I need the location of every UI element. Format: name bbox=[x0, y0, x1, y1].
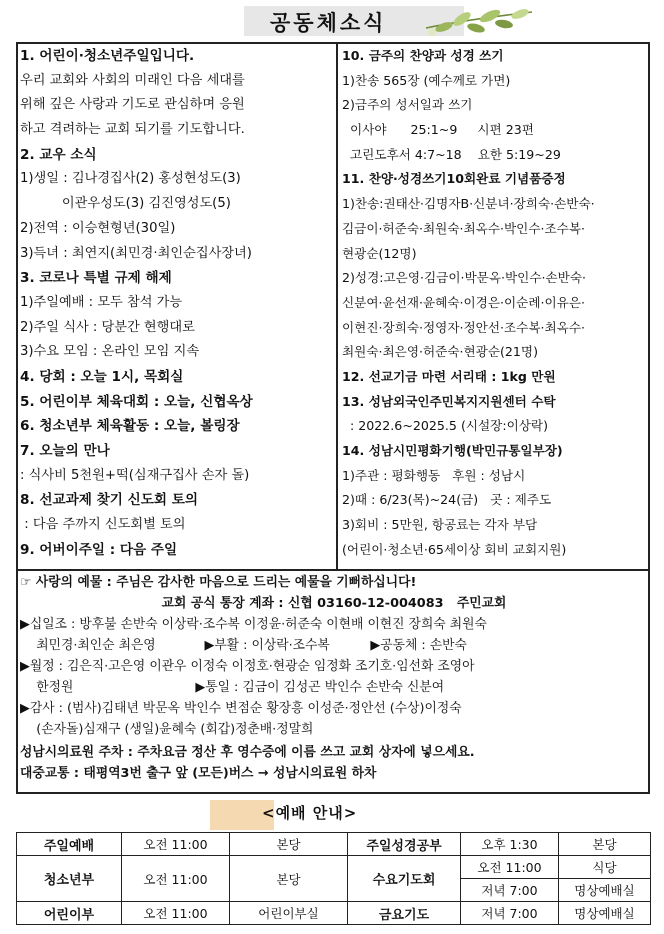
page-title: 공동체소식 bbox=[270, 10, 387, 35]
parking-notice: 성남시의료원 주차 : 주차요금 정산 후 영수증에 이름 쓰고 교회 상자에 넣으세요. bbox=[20, 745, 475, 760]
news-line: 1)찬송 565장 (예수께로 가면) bbox=[342, 72, 511, 88]
left-news-column bbox=[20, 44, 334, 562]
worship-table bbox=[16, 832, 651, 925]
offering-line: ▶십일조 : 방후불 손반숙 이상락·조수복 이정윤·허준숙 이현배 이현진 장희숙 최원숙 bbox=[20, 617, 487, 632]
service-place: 어린이부실 bbox=[230, 902, 348, 925]
news-line: : 식사비 5천원+떡(심재구집사 손자 돌) bbox=[20, 467, 250, 483]
news-line: 김금이·허준숙·최원숙·최옥수·박인수·조수복· bbox=[342, 220, 585, 236]
service-time: 오후 1:30 bbox=[461, 833, 559, 856]
news-heading: 5. 어린이부 체육대회 : 오늘, 신협옥상 bbox=[20, 393, 253, 410]
news-heading: 2. 교우 소식 bbox=[20, 146, 97, 163]
news-heading: 13. 성남외국인주민복지지원센터 수탁 bbox=[342, 393, 556, 409]
section-divider bbox=[16, 569, 650, 571]
offering-line: 최민경·최인순 최은영 ▶부활 : 이상락·조수복 ▶공동체 : 손반숙 bbox=[20, 638, 467, 653]
news-heading: 11. 찬양·성경쓰기10회완료 기념품증정 bbox=[342, 171, 566, 187]
news-line: 현광순(12명) bbox=[342, 245, 417, 261]
news-line: 이관우성도(3) 김진영성도(5) bbox=[20, 196, 231, 212]
news-heading: 3. 코로나 특별 규제 해제 bbox=[20, 270, 172, 287]
offering-line: ▶감사 : (범사)김태년 박문옥 박인수 변점순 황장흥 이성준·정안선 (수상)이정숙 bbox=[20, 701, 462, 716]
offering-intro: ☞ 사랑의 예물 : 주님은 감사한 마음으로 드리는 예물을 기뻐하십니다! bbox=[20, 575, 417, 590]
news-line: (어린이·청소년·65세이상 회비 교회지원) bbox=[342, 541, 567, 557]
column-divider bbox=[336, 42, 338, 569]
offering-line: ▶월정 : 김은직·고은영 이관우 이정숙 이정호·현광순 임정화 조기호·임선화 조영아 bbox=[20, 659, 475, 674]
news-line: 1)찬송:권태산·김명자B·신분녀·장희숙·손반숙· bbox=[342, 196, 595, 212]
service-name: 주일예배 bbox=[17, 833, 122, 856]
news-line: 3)회비 : 5만원, 항공료는 각자 부담 bbox=[342, 517, 538, 533]
table-row bbox=[17, 856, 651, 879]
news-line: 2)때 : 6/23(목)~24(금) 곳 : 제주도 bbox=[342, 492, 552, 508]
news-line: 3)수요 모임 : 온라인 모임 지속 bbox=[20, 344, 200, 360]
news-line: : 2022.6~2025.5 (시설장:이상락) bbox=[342, 418, 549, 434]
offering-line: 한정원 ▶통일 : 김금이 김성곤 박인수 손반숙 신분여 bbox=[20, 680, 445, 695]
news-line: 이현진·장희숙·정영자·정안선·조수복·최옥수· bbox=[342, 319, 585, 335]
news-heading: 14. 성남시민평화기행(박민규통일부장) bbox=[342, 443, 563, 458]
news-line: 1)주관 : 평화행동 후원 : 성남시 bbox=[342, 467, 526, 483]
table-row bbox=[17, 902, 651, 925]
news-heading: 12. 선교기금 마련 서리태 : 1kg 만원 bbox=[342, 368, 556, 384]
right-news-column bbox=[342, 44, 648, 562]
offering-line: (손자돌)심재구 (생일)윤혜숙 (회갑)정춘배·정말희 bbox=[20, 722, 314, 737]
news-heading: 7. 오늘의 만나 bbox=[20, 443, 110, 459]
news-line: 2)전역 : 이승현형년(30일) bbox=[20, 220, 176, 236]
news-line: 하고 격려하는 교회 되기를 기도합니다. bbox=[20, 122, 245, 138]
service-name: 주일성경공부 bbox=[348, 833, 461, 856]
news-line: 1)주일예배 : 모두 참석 가능 bbox=[20, 294, 183, 310]
news-heading: 6. 청소년부 체육활동 : 오늘, 볼링장 bbox=[20, 418, 240, 435]
news-line: : 다음 주까지 신도회별 토의 bbox=[20, 517, 186, 533]
transit-notice: 대중교통 : 태평역3번 출구 앞 (모든)버스 → 성남시의료원 하차 bbox=[20, 766, 377, 781]
news-line: 신분여·윤선재·윤혜숙·이경은·이순례·이유은· bbox=[342, 294, 585, 310]
service-place: 본당 bbox=[559, 833, 651, 856]
service-place: 명상예배실 bbox=[559, 902, 651, 925]
service-time: 오전 11:00 bbox=[461, 856, 559, 879]
service-time: 오전 11:00 bbox=[122, 856, 230, 902]
service-name: 수요기도회 bbox=[348, 856, 461, 902]
service-name: 어린이부 bbox=[17, 902, 122, 925]
news-line: 위해 깊은 사랑과 기도로 관심하며 응원 bbox=[20, 97, 245, 113]
table-row bbox=[17, 833, 651, 856]
service-time: 저녁 7:00 bbox=[461, 902, 559, 925]
news-line: 우리 교회와 사회의 미래인 다음 세대를 bbox=[20, 72, 245, 88]
news-line: 최원숙·최은영·허준숙·현광순(21명) bbox=[342, 344, 539, 360]
leaves-decoration-icon bbox=[424, 6, 534, 42]
news-line: 2)성경:고은영·김금이·박문옥·박인수·손반숙· bbox=[342, 270, 586, 286]
worship-title: <예배 안내> bbox=[262, 804, 358, 822]
news-heading: 4. 당회 : 오늘 1시, 목회실 bbox=[20, 368, 184, 385]
news-line: 고린도후서 4:7~18 요한 5:19~29 bbox=[342, 146, 561, 162]
news-heading: 8. 선교과제 찾기 신도회 토의 bbox=[20, 492, 198, 509]
offering-section bbox=[20, 572, 648, 784]
bank-account: 교회 공식 통장 계좌 : 신협 03160-12-004083 주민교회 bbox=[161, 596, 507, 611]
news-line: 1)생일 : 김나경집사(2) 홍성현성도(3) bbox=[20, 171, 241, 187]
news-heading: 9. 어버이주일 : 다음 주일 bbox=[20, 541, 178, 558]
news-heading: 1. 어린이·청소년주일입니다. bbox=[20, 48, 195, 64]
news-line: 3)득녀 : 최연지(최민경·최인순집사장녀) bbox=[20, 245, 252, 261]
service-time: 저녁 7:00 bbox=[461, 879, 559, 902]
news-line: 2)주일 식사 : 당분간 현행대로 bbox=[20, 319, 195, 335]
service-place: 본당 bbox=[230, 833, 348, 856]
service-place: 식당 bbox=[559, 856, 651, 879]
service-name: 청소년부 bbox=[17, 856, 122, 902]
service-name: 금요기도 bbox=[348, 902, 461, 925]
service-time: 오전 11:00 bbox=[122, 833, 230, 856]
service-time: 오전 11:00 bbox=[122, 902, 230, 925]
news-line: 이사야 25:1~9 시편 23편 bbox=[342, 122, 534, 138]
news-line: 2)금주의 성서일과 쓰기 bbox=[342, 97, 473, 113]
service-place: 명상예배실 bbox=[559, 879, 651, 902]
service-place: 본당 bbox=[230, 856, 348, 902]
news-heading: 10. 금주의 찬양과 성경 쓰기 bbox=[342, 48, 504, 63]
